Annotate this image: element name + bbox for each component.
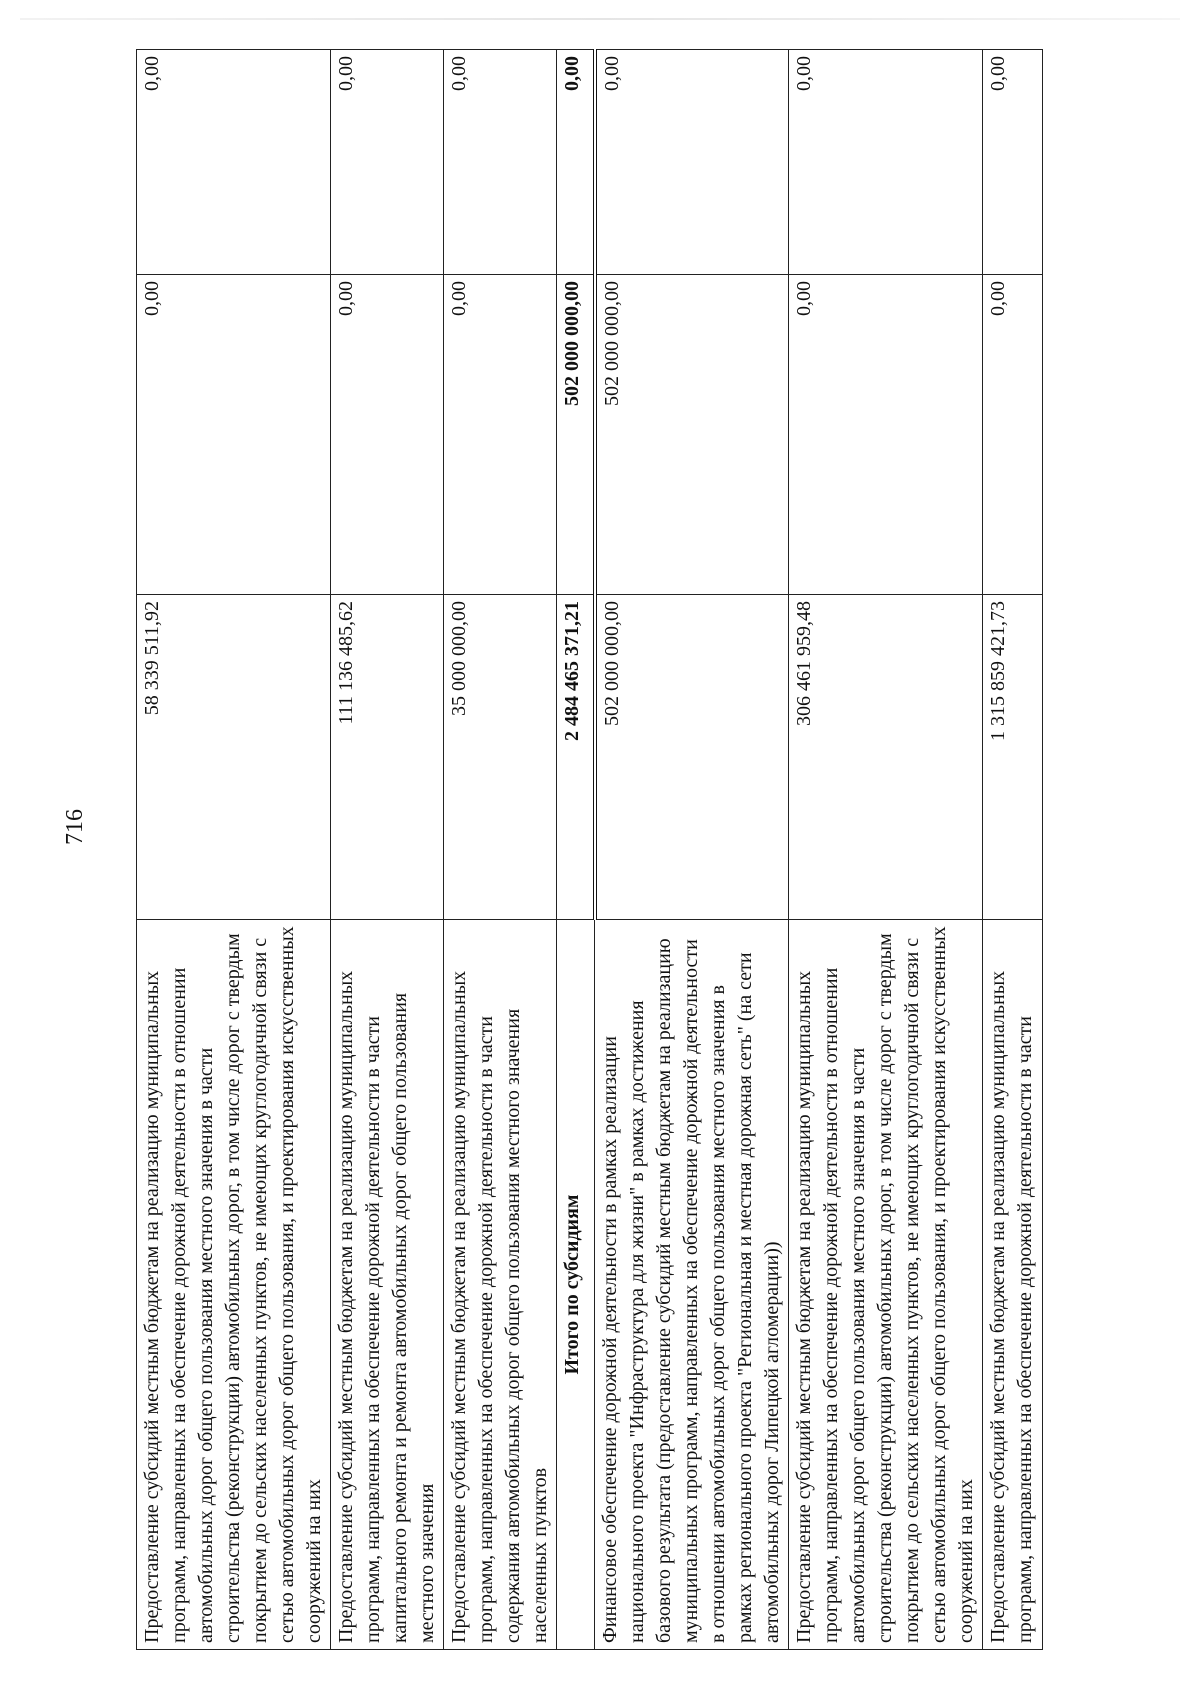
amount-cell: 0,00 — [137, 50, 331, 275]
table-row — [595, 50, 789, 1650]
total-amount: 0,00 — [557, 50, 595, 275]
table-row — [331, 50, 444, 1650]
amount-cell: 502 000 000,00 — [595, 275, 789, 595]
table-row — [789, 50, 983, 1650]
amount-cell: 111 136 485,62 — [331, 595, 444, 920]
total-amount: 502 000 000,00 — [557, 275, 595, 595]
total-row — [557, 50, 595, 1650]
table-row — [983, 50, 1043, 1650]
amount-cell: 306 461 959,48 — [789, 595, 983, 920]
amount-cell: 0,00 — [331, 50, 444, 275]
amount-cell: 0,00 — [595, 50, 789, 275]
row-description: Предоставление субсидий местным бюджетам на реализацию муниципальных программ, направленных на обеспечение дорожной деятельности в части капитального ремонта и ремонта автомобильных дорог общего пользования местного значения — [331, 920, 444, 1650]
amount-cell: 58 339 511,92 — [137, 595, 331, 920]
amount-cell: 35 000 000,00 — [444, 595, 557, 920]
row-description: Предоставление субсидий местным бюджетам на реализацию муниципальных программ, направленных на обеспечение дорожной деятельности в части содержания автомобильных дорог общего пользования местного значения населенных пунктов — [444, 920, 557, 1650]
amount-cell: 0,00 — [983, 275, 1043, 595]
total-amount: 2 484 465 371,21 — [557, 595, 595, 920]
page-number: 716 — [62, 809, 88, 845]
amount-cell: 0,00 — [983, 50, 1043, 275]
row-description: Предоставление субсидий местным бюджетам на реализацию муниципальных программ, направленных на обеспечение дорожной деятельности в отношении автомобильных дорог общего пользования местного значения в части строительства (реконструкции) автомобильных дорог, в том числе дорог с твердым покрытием до сельских населенных пунктов, не имеющих круглогодичной связи с сетью автомобильных дорог общего пользования, и проектирования искусственных сооружений на них — [137, 920, 331, 1650]
amount-cell: 0,00 — [331, 275, 444, 595]
amount-cell: 0,00 — [444, 50, 557, 275]
row-description: Предоставление субсидий местным бюджетам на реализацию муниципальных программ, направленных на обеспечение дорожной деятельности в отношении автомобильных дорог общего пользования местного значения в части строительства (реконструкции) автомобильных дорог, в том числе дорог с твердым покрытием до сельских населенных пунктов, не имеющих круглогодичной связи с сетью автомобильных дорог общего пользования, и проектирования искусственных сооружений на них — [789, 920, 983, 1650]
total-label: Итого по субсидиям — [557, 920, 595, 1650]
amount-cell: 0,00 — [789, 50, 983, 275]
scan-artifact — [20, 18, 1180, 20]
amount-cell: 0,00 — [137, 275, 331, 595]
table-row — [137, 50, 331, 1650]
amount-cell: 1 315 859 421,73 — [983, 595, 1043, 920]
rotated-page-content — [136, 50, 1036, 1650]
row-description: Финансовое обеспечение дорожной деятельности в рамках реализации национального проекта "Инфраструктура для жизни" в рамках достижения базового результата (предоставление субсидий местным бюджетам на реализацию муниципальных программ, направленных на обеспечение дорожной деятельности в отношении автомобильных дорог общего пользования местного значения в рамках регионального проекта "Региональная и местная дорожная сеть" (на сети автомобильных дорог Липецкой агломерации)) — [595, 920, 789, 1650]
amount-cell: 0,00 — [444, 275, 557, 595]
amount-cell: 0,00 — [789, 275, 983, 595]
row-description: Предоставление субсидий местным бюджетам на реализацию муниципальных программ, направленных на обеспечение дорожной деятельности в части — [983, 920, 1043, 1650]
amount-cell: 502 000 000,00 — [595, 595, 789, 920]
budget-table — [136, 49, 1043, 1650]
table-row — [444, 50, 557, 1650]
